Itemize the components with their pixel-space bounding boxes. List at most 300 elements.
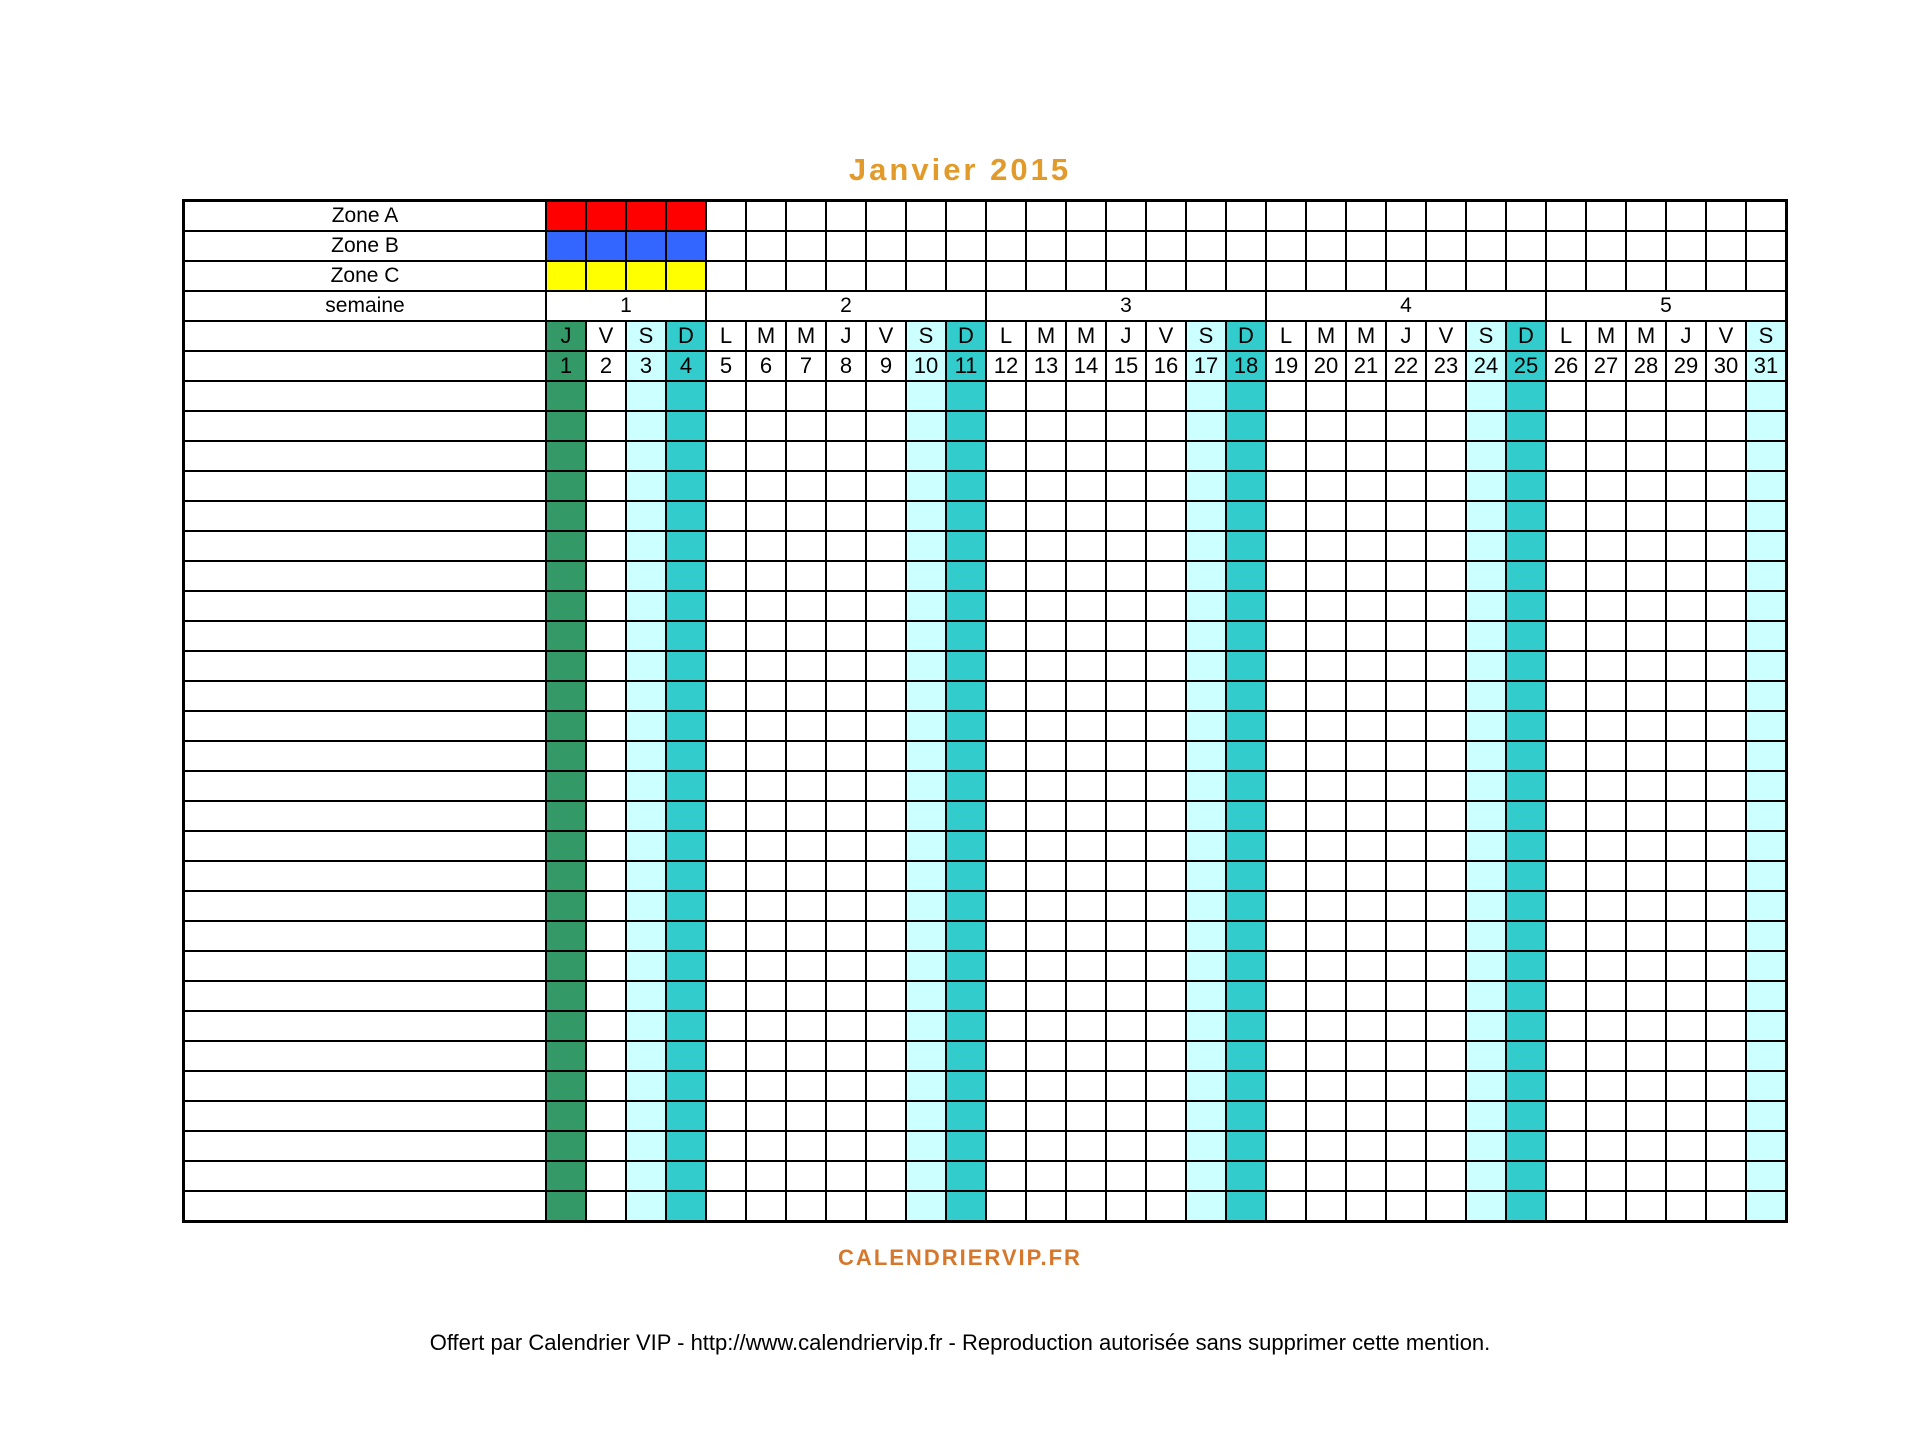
planning-cell[interactable] xyxy=(826,1011,866,1041)
planning-cell[interactable] xyxy=(786,1071,826,1101)
planning-cell[interactable] xyxy=(1066,501,1106,531)
planning-cell[interactable] xyxy=(1506,861,1546,891)
planning-cell[interactable] xyxy=(906,1191,946,1222)
planning-cell[interactable] xyxy=(826,441,866,471)
planning-cell[interactable] xyxy=(986,1191,1026,1222)
planning-cell[interactable] xyxy=(1386,381,1426,411)
zone-day-cell[interactable] xyxy=(1586,261,1626,291)
planning-cell[interactable] xyxy=(666,1191,706,1222)
planning-cell[interactable] xyxy=(1426,741,1466,771)
zone-day-cell[interactable] xyxy=(1426,261,1466,291)
planning-cell[interactable] xyxy=(1746,561,1787,591)
planning-cell[interactable] xyxy=(1026,1191,1066,1222)
planning-cell[interactable] xyxy=(1706,651,1746,681)
planning-cell[interactable] xyxy=(1746,1101,1787,1131)
planning-cell[interactable] xyxy=(1586,1101,1626,1131)
planning-cell[interactable] xyxy=(546,1191,586,1222)
planning-cell[interactable] xyxy=(1746,711,1787,741)
planning-cell[interactable] xyxy=(866,471,906,501)
planning-cell[interactable] xyxy=(1626,381,1666,411)
planning-cell[interactable] xyxy=(1026,411,1066,441)
planning-cell[interactable] xyxy=(1546,681,1586,711)
planning-cell[interactable] xyxy=(1186,1131,1226,1161)
planning-cell[interactable] xyxy=(946,891,986,921)
planning-row-label[interactable] xyxy=(184,951,547,981)
planning-cell[interactable] xyxy=(786,1131,826,1161)
planning-cell[interactable] xyxy=(1506,621,1546,651)
planning-cell[interactable] xyxy=(1706,1041,1746,1071)
planning-cell[interactable] xyxy=(826,501,866,531)
zone-day-cell[interactable] xyxy=(1586,231,1626,261)
planning-cell[interactable] xyxy=(666,471,706,501)
planning-cell[interactable] xyxy=(626,441,666,471)
planning-cell[interactable] xyxy=(1746,891,1787,921)
planning-cell[interactable] xyxy=(1386,801,1426,831)
planning-cell[interactable] xyxy=(586,1131,626,1161)
planning-cell[interactable] xyxy=(746,681,786,711)
planning-cell[interactable] xyxy=(1386,741,1426,771)
planning-cell[interactable] xyxy=(1706,471,1746,501)
planning-cell[interactable] xyxy=(1386,771,1426,801)
zone-day-cell[interactable] xyxy=(1466,201,1506,232)
planning-cell[interactable] xyxy=(546,831,586,861)
planning-cell[interactable] xyxy=(1546,1101,1586,1131)
zone-day-cell[interactable] xyxy=(1706,261,1746,291)
planning-cell[interactable] xyxy=(586,621,626,651)
zone-day-cell[interactable] xyxy=(746,231,786,261)
zone-day-cell[interactable] xyxy=(946,201,986,232)
planning-cell[interactable] xyxy=(546,381,586,411)
planning-cell[interactable] xyxy=(666,1041,706,1071)
planning-cell[interactable] xyxy=(826,1041,866,1071)
planning-cell[interactable] xyxy=(666,381,706,411)
planning-row-label[interactable] xyxy=(184,711,547,741)
planning-cell[interactable] xyxy=(1266,861,1306,891)
planning-cell[interactable] xyxy=(946,501,986,531)
planning-cell[interactable] xyxy=(1706,501,1746,531)
planning-cell[interactable] xyxy=(866,1071,906,1101)
planning-cell[interactable] xyxy=(706,861,746,891)
planning-cell[interactable] xyxy=(1466,561,1506,591)
planning-cell[interactable] xyxy=(826,681,866,711)
planning-cell[interactable] xyxy=(1146,561,1186,591)
planning-cell[interactable] xyxy=(1066,561,1106,591)
brand-label[interactable]: CALENDRIERVIP.FR xyxy=(838,1245,1082,1270)
planning-cell[interactable] xyxy=(1546,831,1586,861)
planning-cell[interactable] xyxy=(986,1131,1026,1161)
planning-cell[interactable] xyxy=(586,1161,626,1191)
planning-cell[interactable] xyxy=(1346,621,1386,651)
planning-cell[interactable] xyxy=(1746,951,1787,981)
planning-cell[interactable] xyxy=(1066,591,1106,621)
planning-cell[interactable] xyxy=(1026,561,1066,591)
zone-day-cell[interactable] xyxy=(1386,231,1426,261)
planning-cell[interactable] xyxy=(986,801,1026,831)
planning-cell[interactable] xyxy=(1546,1131,1586,1161)
planning-cell[interactable] xyxy=(1266,1101,1306,1131)
planning-cell[interactable] xyxy=(626,591,666,621)
planning-cell[interactable] xyxy=(746,471,786,501)
planning-cell[interactable] xyxy=(986,1041,1026,1071)
planning-cell[interactable] xyxy=(706,981,746,1011)
planning-cell[interactable] xyxy=(666,1071,706,1101)
planning-cell[interactable] xyxy=(1626,1101,1666,1131)
planning-cell[interactable] xyxy=(946,1131,986,1161)
planning-cell[interactable] xyxy=(1546,1161,1586,1191)
planning-cell[interactable] xyxy=(1226,531,1266,561)
planning-cell[interactable] xyxy=(1026,501,1066,531)
planning-cell[interactable] xyxy=(1626,531,1666,561)
planning-cell[interactable] xyxy=(546,1101,586,1131)
planning-row-label[interactable] xyxy=(184,1161,547,1191)
planning-cell[interactable] xyxy=(1226,711,1266,741)
planning-cell[interactable] xyxy=(1346,711,1386,741)
planning-cell[interactable] xyxy=(1026,1101,1066,1131)
planning-cell[interactable] xyxy=(1466,1011,1506,1041)
zone-day-cell[interactable] xyxy=(626,231,666,261)
planning-cell[interactable] xyxy=(866,591,906,621)
planning-cell[interactable] xyxy=(1426,531,1466,561)
planning-row-label[interactable] xyxy=(184,1191,547,1222)
planning-cell[interactable] xyxy=(1106,741,1146,771)
planning-cell[interactable] xyxy=(1666,1101,1706,1131)
planning-cell[interactable] xyxy=(1266,411,1306,441)
planning-cell[interactable] xyxy=(1346,861,1386,891)
planning-cell[interactable] xyxy=(866,951,906,981)
planning-cell[interactable] xyxy=(1066,771,1106,801)
planning-cell[interactable] xyxy=(1706,1191,1746,1222)
planning-cell[interactable] xyxy=(666,861,706,891)
planning-cell[interactable] xyxy=(1186,1011,1226,1041)
planning-cell[interactable] xyxy=(1106,531,1146,561)
planning-cell[interactable] xyxy=(1026,531,1066,561)
planning-cell[interactable] xyxy=(546,591,586,621)
planning-cell[interactable] xyxy=(1106,381,1146,411)
planning-cell[interactable] xyxy=(1466,861,1506,891)
planning-cell[interactable] xyxy=(546,561,586,591)
planning-cell[interactable] xyxy=(586,711,626,741)
planning-cell[interactable] xyxy=(946,681,986,711)
planning-cell[interactable] xyxy=(1666,861,1706,891)
planning-cell[interactable] xyxy=(1506,831,1546,861)
planning-cell[interactable] xyxy=(986,981,1026,1011)
planning-cell[interactable] xyxy=(1186,441,1226,471)
zone-day-cell[interactable] xyxy=(946,231,986,261)
planning-cell[interactable] xyxy=(706,531,746,561)
planning-cell[interactable] xyxy=(1586,591,1626,621)
planning-cell[interactable] xyxy=(946,381,986,411)
planning-cell[interactable] xyxy=(1386,891,1426,921)
planning-cell[interactable] xyxy=(546,1011,586,1041)
planning-cell[interactable] xyxy=(946,531,986,561)
planning-cell[interactable] xyxy=(1346,1131,1386,1161)
planning-cell[interactable] xyxy=(1626,831,1666,861)
planning-cell[interactable] xyxy=(1106,1131,1146,1161)
planning-cell[interactable] xyxy=(1346,771,1386,801)
planning-cell[interactable] xyxy=(946,771,986,801)
planning-cell[interactable] xyxy=(1626,681,1666,711)
planning-cell[interactable] xyxy=(1546,621,1586,651)
zone-day-cell[interactable] xyxy=(1186,231,1226,261)
planning-cell[interactable] xyxy=(746,1041,786,1071)
planning-cell[interactable] xyxy=(1746,861,1787,891)
planning-cell[interactable] xyxy=(946,981,986,1011)
planning-cell[interactable] xyxy=(1466,591,1506,621)
planning-cell[interactable] xyxy=(706,891,746,921)
planning-cell[interactable] xyxy=(1426,711,1466,741)
planning-cell[interactable] xyxy=(1106,891,1146,921)
planning-cell[interactable] xyxy=(586,921,626,951)
planning-cell[interactable] xyxy=(1266,711,1306,741)
zone-day-cell[interactable] xyxy=(1306,231,1346,261)
planning-cell[interactable] xyxy=(1226,561,1266,591)
planning-cell[interactable] xyxy=(1626,921,1666,951)
planning-cell[interactable] xyxy=(1266,741,1306,771)
planning-cell[interactable] xyxy=(786,741,826,771)
planning-cell[interactable] xyxy=(586,501,626,531)
planning-cell[interactable] xyxy=(1546,711,1586,741)
zone-day-cell[interactable] xyxy=(826,261,866,291)
planning-cell[interactable] xyxy=(1186,561,1226,591)
planning-cell[interactable] xyxy=(1626,441,1666,471)
zone-day-cell[interactable] xyxy=(746,201,786,232)
planning-cell[interactable] xyxy=(826,1131,866,1161)
planning-cell[interactable] xyxy=(1386,501,1426,531)
planning-cell[interactable] xyxy=(986,501,1026,531)
planning-cell[interactable] xyxy=(986,831,1026,861)
planning-cell[interactable] xyxy=(746,771,786,801)
planning-cell[interactable] xyxy=(1106,441,1146,471)
planning-cell[interactable] xyxy=(826,381,866,411)
planning-cell[interactable] xyxy=(1386,981,1426,1011)
planning-cell[interactable] xyxy=(666,1101,706,1131)
planning-cell[interactable] xyxy=(1666,891,1706,921)
planning-cell[interactable] xyxy=(1026,861,1066,891)
planning-cell[interactable] xyxy=(786,621,826,651)
planning-cell[interactable] xyxy=(546,471,586,501)
planning-cell[interactable] xyxy=(866,681,906,711)
planning-cell[interactable] xyxy=(1226,1041,1266,1071)
planning-cell[interactable] xyxy=(1226,1101,1266,1131)
planning-cell[interactable] xyxy=(546,801,586,831)
planning-cell[interactable] xyxy=(1266,981,1306,1011)
planning-cell[interactable] xyxy=(586,561,626,591)
planning-cell[interactable] xyxy=(1306,681,1346,711)
planning-cell[interactable] xyxy=(1426,621,1466,651)
planning-cell[interactable] xyxy=(1146,921,1186,951)
planning-cell[interactable] xyxy=(1026,801,1066,831)
planning-cell[interactable] xyxy=(1066,1191,1106,1222)
planning-cell[interactable] xyxy=(906,711,946,741)
planning-cell[interactable] xyxy=(586,441,626,471)
planning-cell[interactable] xyxy=(626,411,666,441)
planning-cell[interactable] xyxy=(666,771,706,801)
planning-cell[interactable] xyxy=(906,861,946,891)
planning-cell[interactable] xyxy=(1066,381,1106,411)
planning-cell[interactable] xyxy=(1266,771,1306,801)
planning-cell[interactable] xyxy=(1066,981,1106,1011)
planning-cell[interactable] xyxy=(1306,501,1346,531)
planning-cell[interactable] xyxy=(1306,711,1346,741)
planning-cell[interactable] xyxy=(1706,411,1746,441)
planning-cell[interactable] xyxy=(1226,591,1266,621)
planning-cell[interactable] xyxy=(1706,891,1746,921)
planning-cell[interactable] xyxy=(1386,711,1426,741)
planning-cell[interactable] xyxy=(1466,651,1506,681)
planning-cell[interactable] xyxy=(1306,1161,1346,1191)
planning-cell[interactable] xyxy=(866,981,906,1011)
zone-day-cell[interactable] xyxy=(1186,261,1226,291)
planning-cell[interactable] xyxy=(546,771,586,801)
planning-cell[interactable] xyxy=(986,591,1026,621)
planning-cell[interactable] xyxy=(786,471,826,501)
planning-cell[interactable] xyxy=(746,861,786,891)
planning-cell[interactable] xyxy=(906,531,946,561)
planning-cell[interactable] xyxy=(946,651,986,681)
planning-cell[interactable] xyxy=(1346,1101,1386,1131)
planning-cell[interactable] xyxy=(666,1161,706,1191)
planning-cell[interactable] xyxy=(706,681,746,711)
planning-cell[interactable] xyxy=(546,531,586,561)
planning-cell[interactable] xyxy=(1426,411,1466,441)
planning-cell[interactable] xyxy=(1386,681,1426,711)
planning-cell[interactable] xyxy=(1666,1131,1706,1161)
planning-cell[interactable] xyxy=(1506,921,1546,951)
planning-cell[interactable] xyxy=(1186,381,1226,411)
planning-cell[interactable] xyxy=(706,921,746,951)
planning-cell[interactable] xyxy=(1066,531,1106,561)
planning-cell[interactable] xyxy=(1386,591,1426,621)
planning-cell[interactable] xyxy=(1626,711,1666,741)
planning-cell[interactable] xyxy=(1586,651,1626,681)
planning-cell[interactable] xyxy=(1306,381,1346,411)
planning-cell[interactable] xyxy=(546,921,586,951)
planning-cell[interactable] xyxy=(1706,711,1746,741)
planning-cell[interactable] xyxy=(866,741,906,771)
planning-cell[interactable] xyxy=(1706,531,1746,561)
planning-cell[interactable] xyxy=(1186,531,1226,561)
planning-cell[interactable] xyxy=(626,651,666,681)
planning-cell[interactable] xyxy=(626,741,666,771)
planning-cell[interactable] xyxy=(706,411,746,441)
planning-row-label[interactable] xyxy=(184,591,547,621)
planning-cell[interactable] xyxy=(826,621,866,651)
planning-cell[interactable] xyxy=(1506,1131,1546,1161)
planning-cell[interactable] xyxy=(746,411,786,441)
planning-cell[interactable] xyxy=(666,951,706,981)
planning-cell[interactable] xyxy=(1666,501,1706,531)
planning-cell[interactable] xyxy=(1386,651,1426,681)
planning-cell[interactable] xyxy=(1026,741,1066,771)
planning-cell[interactable] xyxy=(1226,411,1266,441)
planning-cell[interactable] xyxy=(1746,1131,1787,1161)
planning-cell[interactable] xyxy=(706,441,746,471)
planning-cell[interactable] xyxy=(906,771,946,801)
planning-cell[interactable] xyxy=(826,981,866,1011)
zone-day-cell[interactable] xyxy=(1706,201,1746,232)
planning-cell[interactable] xyxy=(1546,561,1586,591)
planning-cell[interactable] xyxy=(626,831,666,861)
zone-day-cell[interactable] xyxy=(1706,231,1746,261)
planning-cell[interactable] xyxy=(1146,891,1186,921)
planning-cell[interactable] xyxy=(546,621,586,651)
planning-cell[interactable] xyxy=(1146,1101,1186,1131)
planning-cell[interactable] xyxy=(1586,1131,1626,1161)
planning-cell[interactable] xyxy=(586,771,626,801)
planning-cell[interactable] xyxy=(1386,1191,1426,1222)
planning-cell[interactable] xyxy=(1106,951,1146,981)
planning-cell[interactable] xyxy=(1146,471,1186,501)
planning-cell[interactable] xyxy=(1746,1161,1787,1191)
planning-cell[interactable] xyxy=(746,621,786,651)
planning-cell[interactable] xyxy=(1266,921,1306,951)
planning-cell[interactable] xyxy=(1306,891,1346,921)
planning-cell[interactable] xyxy=(746,1011,786,1041)
planning-cell[interactable] xyxy=(1466,1041,1506,1071)
planning-cell[interactable] xyxy=(546,861,586,891)
planning-cell[interactable] xyxy=(986,1101,1026,1131)
zone-day-cell[interactable] xyxy=(986,201,1026,232)
planning-cell[interactable] xyxy=(1026,381,1066,411)
zone-day-cell[interactable] xyxy=(1146,261,1186,291)
planning-cell[interactable] xyxy=(1306,1041,1346,1071)
planning-cell[interactable] xyxy=(986,561,1026,591)
planning-cell[interactable] xyxy=(586,831,626,861)
zone-day-cell[interactable] xyxy=(1346,201,1386,232)
planning-cell[interactable] xyxy=(946,1011,986,1041)
planning-cell[interactable] xyxy=(866,891,906,921)
planning-cell[interactable] xyxy=(746,891,786,921)
planning-cell[interactable] xyxy=(1266,1071,1306,1101)
planning-cell[interactable] xyxy=(1306,771,1346,801)
planning-cell[interactable] xyxy=(1106,411,1146,441)
planning-cell[interactable] xyxy=(1666,1191,1706,1222)
planning-cell[interactable] xyxy=(1506,711,1546,741)
planning-cell[interactable] xyxy=(1666,711,1706,741)
planning-cell[interactable] xyxy=(586,951,626,981)
planning-cell[interactable] xyxy=(1106,591,1146,621)
planning-cell[interactable] xyxy=(626,1131,666,1161)
planning-cell[interactable] xyxy=(786,681,826,711)
planning-cell[interactable] xyxy=(746,651,786,681)
planning-cell[interactable] xyxy=(1186,711,1226,741)
zone-day-cell[interactable] xyxy=(1266,201,1306,232)
planning-cell[interactable] xyxy=(826,561,866,591)
planning-cell[interactable] xyxy=(1386,471,1426,501)
planning-cell[interactable] xyxy=(1746,1191,1787,1222)
planning-cell[interactable] xyxy=(1226,1161,1266,1191)
planning-cell[interactable] xyxy=(1466,501,1506,531)
planning-cell[interactable] xyxy=(1506,741,1546,771)
planning-cell[interactable] xyxy=(906,831,946,861)
planning-cell[interactable] xyxy=(1226,981,1266,1011)
planning-cell[interactable] xyxy=(1026,711,1066,741)
planning-cell[interactable] xyxy=(746,591,786,621)
planning-cell[interactable] xyxy=(1146,381,1186,411)
planning-cell[interactable] xyxy=(1066,801,1106,831)
planning-cell[interactable] xyxy=(626,951,666,981)
zone-day-cell[interactable] xyxy=(586,231,626,261)
zone-day-cell[interactable] xyxy=(1426,231,1466,261)
zone-day-cell[interactable] xyxy=(1266,261,1306,291)
planning-cell[interactable] xyxy=(1466,381,1506,411)
planning-cell[interactable] xyxy=(786,561,826,591)
planning-cell[interactable] xyxy=(1386,831,1426,861)
planning-cell[interactable] xyxy=(1386,621,1426,651)
planning-cell[interactable] xyxy=(946,441,986,471)
zone-day-cell[interactable] xyxy=(586,201,626,232)
planning-cell[interactable] xyxy=(1746,1011,1787,1041)
